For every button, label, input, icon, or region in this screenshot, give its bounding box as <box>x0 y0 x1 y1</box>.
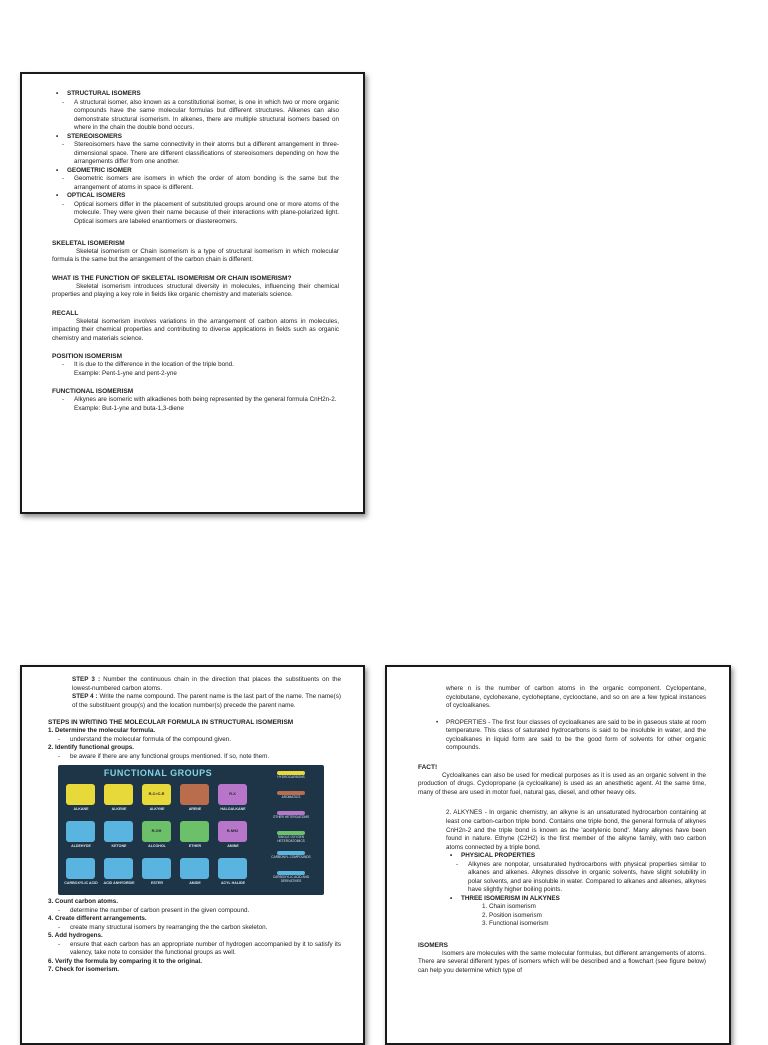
function-text: Skeletal isomerism introduces structural diversity in molecules, influencing their chemical properties and playing a key role in fields like organic chemistry and materials science. <box>52 282 339 299</box>
isomerism-item-3: 3. Functional isomerism <box>482 920 549 928</box>
cycloalkane-intro: where n is the number of carbon atoms in the organic component. Cyclopentane, cyclobutane, cyclohexane, cycloheptane, cyclooctane, and so on are a few typical instances of cycloalkanes. <box>446 685 706 710</box>
functional-isomerism-heading: FUNCTIONAL ISOMERISM <box>52 388 134 396</box>
functional-groups-figure <box>58 765 324 895</box>
functional-group-cell <box>66 821 95 842</box>
step-3-count-sub: - determine the number of carbon present in the given compound. <box>48 907 341 916</box>
functional-group-cell <box>142 858 171 879</box>
functional-group-cell: R-X <box>218 784 247 805</box>
alkynes-text: 2. ALKYNES - In organic chemistry, an alkyne is an unsaturated hydrocarbon containing at least one carbon-carbon triple bond. Contains one triple bond, the general formula of alkynes CnH2n-2 and the triple bond is known as the 'acetylenic bond'. Many alkynes have been found in nature. Ethyne (C2H2) is the first member of the alkyne family, with two carbon atoms connected by a triple bond. <box>446 809 706 851</box>
step-1-sub: - understand the molecular formula of the compound given. <box>48 736 341 745</box>
legend-entry <box>265 791 317 800</box>
legend-entry <box>265 771 317 780</box>
document-page-1 <box>20 72 365 514</box>
step-4 <box>48 693 341 710</box>
fact-text: Cycloalkanes can also be used for medical purposes as it is used as an organic solvent in the production of drugs. Cyclopropane (a cycloalkane) is used as an anesthetic agent. At the same time, many of these are used in motor fuel, natural gas, diesel, and other heavy oils. <box>418 771 706 796</box>
legend-label: OTHER HETEROATOMS <box>272 815 310 820</box>
physical-properties-heading: • PHYSICAL PROPERTIES <box>446 852 706 861</box>
step-5-title: 5. Add hydrogens. <box>48 932 103 940</box>
isomerism-item-1: 1. Chain isomerism <box>482 903 536 911</box>
functional-group-label: ALCOHOL <box>148 844 166 849</box>
physical-properties-text: - Alkynes are nonpolar, unsaturated hydrocarbons with physical properties similar to alkanes and alkenes. Alkynes dissolve in organic solvents, have slight solubility in polar solvents, and are insoluble in water. Compared to alkanes and alkenes, alkynes have slightly higher boiling points. <box>446 861 706 895</box>
functional-group-cell: R-OH <box>142 821 171 842</box>
functional-group-label: CARBOXYLIC ACID <box>64 881 98 886</box>
functional-group-cell: R-NH2 <box>218 821 247 842</box>
properties-item <box>422 719 706 753</box>
legend-label: CARBONYL COMPOUNDS <box>271 855 311 860</box>
steps-heading: STEPS IN WRITING THE MOLECULAR FORMULA IN STRUCTURAL ISOMERISM <box>48 719 294 727</box>
legend-label: AROMATICS <box>281 795 301 800</box>
functional-group-label: AMIDE <box>189 881 201 886</box>
step-4-create-title: 4. Create different arrangements. <box>48 915 147 923</box>
step-4-text: Write the name compound. The parent name is the last part of the name. The name(s) of the substituent group(s) and the location number(s) precede the parent name. <box>72 693 342 709</box>
isomers-heading: ISOMERS <box>418 941 448 949</box>
functional-group-label: ARENE <box>188 807 202 812</box>
functional-group-cell: R-C≡C-R <box>142 784 171 805</box>
legend-label: SINGLE OXYGEN HETEROATOMICS <box>277 835 305 843</box>
functional-group-cell <box>66 858 95 879</box>
functional-group-label: ACYL HALIDE <box>220 881 246 886</box>
fact-heading: FACT! <box>418 763 438 771</box>
functional-group-label: ALKENE <box>111 807 127 812</box>
stereoisomers-text: - Stereoisomers have the same connectivity in their atoms but a different arrangement in three-dimensional space. There are different classifications of stereoisomers depending on how the arrangements differ from one another. <box>52 141 339 167</box>
structural-isomers-heading: • STRUCTURAL ISOMERS <box>52 90 339 99</box>
functional-group-cell <box>104 821 133 842</box>
geometric-isomer-text: - Geometric isomers are isomers in which the order of atom bonding is the same but the arrangement of atoms in space is different. <box>52 175 339 192</box>
legend-entry <box>265 871 317 883</box>
functional-group-cell <box>104 784 133 805</box>
properties-bullet: • <box>436 718 439 726</box>
recall-text: Skeletal isomerism involves variations in the arrangement of carbon atoms in molecules, impacting their chemical properties and contributing to diverse applications in fields such as organic chemistry and materials science. <box>52 317 339 342</box>
step-5-sub: - ensure that each carbon has an appropriate number of hydrogen accompanied by it to satisfy its valency, take note to consider the functional groups as well. <box>48 941 341 958</box>
structural-isomers-text: - A structural isomer, also known as a constitutional isomer, is one in which two or more organic compounds have the same molecular formulas but different structures. Alkenes can also demonstrate structural isomerism. In alkenes, there are multiple structural isomers based on where in the chain the double bond occurs. <box>52 99 339 133</box>
functional-group-cell <box>104 858 133 879</box>
recall-heading: RECALL <box>52 309 79 317</box>
functional-isomerism-example: Example: But-1-yne and buta-1,3-diene <box>74 405 184 413</box>
functional-isomerism-text: - Alkynes are isomeric with alkadienes both being represented by the general formula CnH2n-2. <box>52 396 339 405</box>
legend-label: CARBOXYLIC ACID AND DERIVATIVES <box>272 875 310 883</box>
functional-group-label: ACID ANHYDRIDE <box>103 881 135 886</box>
skeletal-isomerism-text: Skeletal isomerism or Chain isomerism is a type of structural isomerism in which molecular formula is the same but the arrangement of the carbon chain is different. <box>52 247 339 264</box>
three-isomerism-heading: • THREE ISOMERISM IN ALKYNES <box>446 895 706 904</box>
stereoisomers-heading: • STEREOISOMERS <box>52 133 339 142</box>
step-4-create-sub: - create many structural isomers by rearranging the the carbon skeleton. <box>48 924 341 933</box>
skeletal-isomerism-heading: SKELETAL ISOMERISM <box>52 239 125 247</box>
position-isomerism-example: Example: Pent-1-yne and pent-2-yne <box>74 369 177 377</box>
optical-isomers-heading: • OPTICAL ISOMERS <box>52 192 339 201</box>
properties-text: PROPERTIES - The first four classes of cycloalkanes are said to be in gaseous state at room temperature. This class of saturated hydrocarbons is said to be insoluble in water, and the cycloalkanes in liquid form are said to be the good form of solvents for other organic compounds. <box>446 718 706 752</box>
step-3-count-title: 3. Count carbon atoms. <box>48 898 118 906</box>
legend-entry <box>265 831 317 843</box>
document-page-2 <box>20 665 365 1045</box>
step-3-label: STEP 3 : <box>72 676 101 683</box>
functional-group-cell <box>218 858 247 879</box>
functional-group-label: AMINE <box>227 844 239 849</box>
legend-entry <box>265 811 317 820</box>
position-isomerism-heading: POSITION ISOMERISM <box>52 353 123 361</box>
step-7-title: 7. Check for isomerism. <box>48 966 120 974</box>
functional-group-label: ETHER <box>188 844 202 849</box>
step-3-text: Number the continuous chain in the direction that places the substituents on the lowest-numbered carbon atoms. <box>72 676 342 692</box>
step-3 <box>48 676 341 693</box>
functional-group-cell <box>180 858 209 879</box>
functional-group-label: KETONE <box>111 844 127 849</box>
step-2-title: 2. Identify functional groups. <box>48 744 135 752</box>
functional-group-label: ESTER <box>151 881 163 886</box>
geometric-isomer-heading: • GEOMETRIC ISOMER <box>52 167 339 176</box>
functional-group-label: ALKYNE <box>149 807 165 812</box>
document-page-3 <box>385 665 731 1045</box>
isomers-text: Isomers are molecules with the same molecular formulas, but different arrangements of atoms. There are several different types of isomers which will be described and a flowchart (see figure below) can help you determine which type of <box>418 949 706 974</box>
functional-group-cell <box>66 784 95 805</box>
functional-group-cell <box>180 784 209 805</box>
function-heading: WHAT IS THE FUNCTION OF SKELETAL ISOMERISM OR CHAIN ISOMERISM? <box>52 274 292 282</box>
optical-isomers-text: - Optical isomers differ in the placement of substituted groups around one or more atoms of the molecule. They were given their name because of their interactions with plane-polarized light. Optical isomers are labeled enantiomers or diastereomers. <box>52 201 339 227</box>
functional-group-cell <box>180 821 209 842</box>
legend-entry <box>265 851 317 860</box>
functional-groups-title: FUNCTIONAL GROUPS <box>103 768 213 779</box>
position-isomerism-text: - It is due to the difference in the location of the triple bond. <box>52 361 339 370</box>
functional-group-label: ALKANE <box>73 807 89 812</box>
step-4-label: STEP 4 : <box>72 693 98 701</box>
functional-group-label: ALDEHYDE <box>71 844 91 849</box>
legend-label: HYDROCARBONS <box>277 775 305 780</box>
isomerism-item-2: 2. Position isomerism <box>482 911 542 919</box>
step-1-title: 1. Determine the molecular formula. <box>48 727 156 735</box>
step-6-title: 6. Verify the formula by comparing it to the original. <box>48 957 202 965</box>
functional-group-label: HALOALKANE <box>220 807 246 812</box>
step-2-sub: - be aware if there are any functional groups mentioned. If so, note them. <box>48 753 341 762</box>
